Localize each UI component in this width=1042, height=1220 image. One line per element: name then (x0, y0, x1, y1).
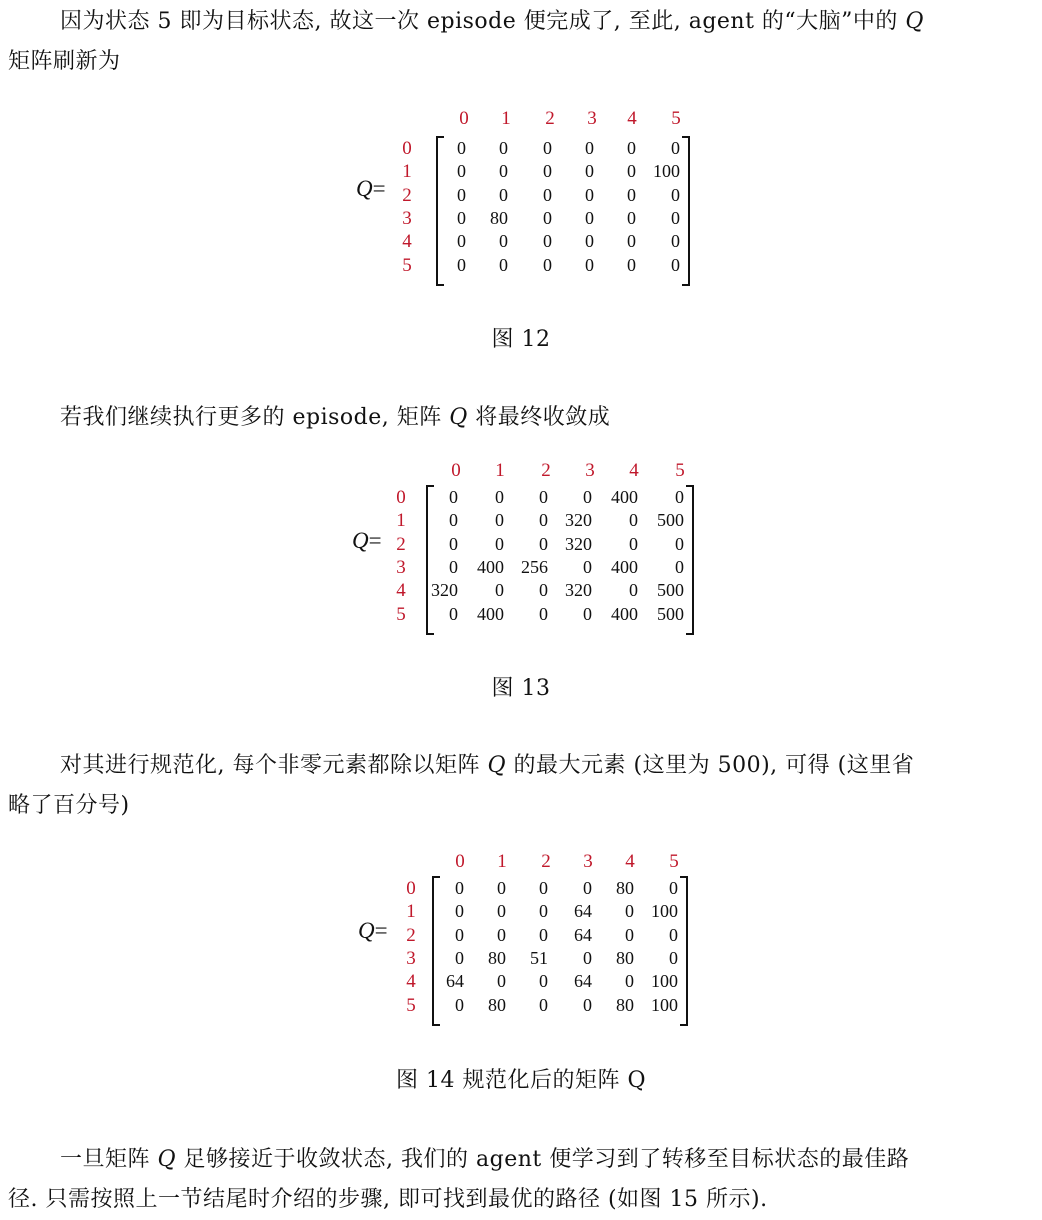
column-header: 3 (583, 851, 593, 872)
matrix-cell: 0 (543, 231, 552, 252)
matrix-label: Q= (356, 176, 386, 201)
row-header: 0 (396, 487, 406, 508)
matrix-cell: 0 (669, 924, 678, 945)
matrix-cell: 0 (585, 231, 594, 252)
column-header: 5 (675, 460, 685, 481)
row-header: 1 (402, 161, 412, 183)
matrix-cell: 0 (583, 556, 592, 577)
matrix-cell: 256 (521, 556, 548, 577)
matrix-cell: 0 (539, 487, 548, 507)
right-bracket (686, 485, 694, 635)
paragraph-1-text-b: 矩阵刷新为 (8, 49, 121, 74)
matrix-cell: 0 (495, 487, 504, 507)
matrix-cell: 0 (583, 603, 592, 624)
matrix-cell: 0 (625, 971, 634, 992)
matrix-cell: 0 (583, 947, 592, 968)
matrix-cell: 0 (497, 878, 506, 898)
matrix-cell: 0 (455, 947, 464, 968)
column-header: 0 (459, 108, 469, 129)
matrix-cell: 0 (497, 901, 506, 922)
matrix-cell: 80 (616, 878, 634, 898)
matrix-cell: 0 (671, 254, 680, 275)
matrix-cell: 0 (627, 231, 636, 252)
matrix-cell: 80 (488, 947, 506, 968)
column-header: 2 (545, 108, 555, 129)
matrix-cell: 0 (675, 487, 684, 507)
matrix-cell: 0 (449, 603, 458, 624)
matrix-cell: 0 (539, 878, 548, 898)
matrix-cell: 0 (499, 161, 508, 182)
matrix-cell: 0 (449, 487, 458, 507)
matrix-cell: 0 (499, 138, 508, 158)
row-header: 1 (396, 510, 406, 532)
matrix-cell: 0 (627, 207, 636, 228)
matrix-cell: 320 (565, 580, 592, 601)
q-symbol: Q (449, 405, 468, 430)
matrix-cell: 0 (457, 161, 466, 182)
paragraph-4-text-b: 足够接近于收敛状态, 我们的 agent 便学习到了转移至目标状态的最佳路 (176, 1147, 910, 1172)
q-symbol: Q (487, 753, 507, 778)
matrix-cell: 400 (611, 487, 638, 507)
matrix-cell: 0 (585, 161, 594, 182)
matrix-cell: 0 (585, 207, 594, 228)
matrix-cell: 0 (457, 184, 466, 205)
matrix-cell: 80 (490, 207, 508, 228)
matrix-cell: 500 (657, 580, 684, 601)
matrix-cell: 100 (651, 901, 678, 922)
paragraph-1-text-a: 因为状态 5 即为目标状态, 故这一次 episode 便完成了, 至此, agent 的“大脑”中的 (60, 9, 906, 34)
matrix-cell: 0 (457, 231, 466, 252)
matrix-cell: 0 (457, 138, 466, 158)
matrix-cell: 0 (627, 138, 636, 158)
matrix-cell: 80 (616, 994, 634, 1015)
figure-12-caption: 图 12 (491, 327, 551, 352)
q-symbol: Q (905, 9, 924, 34)
row-header: 5 (402, 254, 412, 276)
matrix-cell: 400 (611, 556, 638, 577)
row-header: 4 (402, 231, 412, 253)
paragraph-3-text-a: 对其进行规范化, 每个非零元素都除以矩阵 (60, 753, 488, 778)
matrix-cell: 0 (539, 603, 548, 624)
paragraph-3-text-b: 的最大元素 (这里为 500), 可得 (这里省 (506, 753, 915, 778)
matrix-cell: 0 (457, 207, 466, 228)
matrix-cell: 0 (543, 254, 552, 275)
column-header: 5 (669, 851, 679, 872)
matrix-cell: 64 (574, 971, 592, 992)
row-header: 3 (396, 556, 406, 578)
matrix-cell: 0 (495, 580, 504, 601)
matrix-cell: 100 (653, 161, 680, 182)
paragraph-2 (8, 398, 1032, 438)
matrix-cell: 0 (457, 254, 466, 275)
column-header: 3 (587, 108, 597, 129)
paragraph-1 (8, 2, 1032, 82)
row-header: 0 (406, 878, 416, 899)
matrix-cell: 0 (539, 510, 548, 531)
column-header: 4 (629, 460, 639, 481)
row-header: 0 (402, 138, 412, 159)
matrix-cell: 0 (497, 971, 506, 992)
matrix-cell: 0 (583, 487, 592, 507)
matrix-cell: 320 (431, 580, 458, 601)
matrix-cell: 0 (543, 207, 552, 228)
row-header: 2 (406, 924, 416, 946)
right-bracket (680, 876, 688, 1026)
paragraph-3-text-c: 略了百分号) (8, 793, 130, 818)
row-header: 2 (402, 184, 412, 206)
matrix-cell: 0 (539, 533, 548, 554)
column-header: 2 (541, 851, 551, 872)
matrix-cell: 0 (625, 924, 634, 945)
right-bracket (682, 136, 690, 286)
column-header: 4 (627, 108, 637, 129)
paragraph-4 (8, 1140, 1032, 1220)
matrix-label: Q= (358, 918, 388, 943)
row-header: 4 (396, 580, 406, 602)
matrix-cell: 0 (675, 556, 684, 577)
matrix-cell: 0 (499, 254, 508, 275)
matrix-cell: 0 (495, 533, 504, 554)
row-header: 3 (402, 207, 412, 229)
matrix-cell: 0 (495, 510, 504, 531)
left-bracket (436, 136, 444, 286)
matrix-cell: 0 (675, 533, 684, 554)
matrix-cell: 0 (671, 231, 680, 252)
matrix-cell: 64 (574, 924, 592, 945)
row-header: 3 (406, 947, 416, 969)
matrix-cell: 0 (455, 924, 464, 945)
matrix-cell: 0 (455, 901, 464, 922)
matrix-cell: 51 (530, 947, 548, 968)
paragraph-4-text-a: 一旦矩阵 (60, 1147, 158, 1172)
matrix-cell: 320 (565, 510, 592, 531)
matrix-cell: 0 (543, 184, 552, 205)
matrix-cell: 0 (449, 510, 458, 531)
matrix-cell: 0 (539, 994, 548, 1015)
matrix-cell: 64 (446, 971, 464, 992)
column-header: 5 (671, 108, 681, 129)
paragraph-4-text-c: 径. 只需按照上一节结尾时介绍的步骤, 即可找到最优的路径 (如图 15 所示). (8, 1187, 768, 1212)
matrix-cell: 0 (627, 161, 636, 182)
matrix-cell: 0 (671, 138, 680, 158)
matrix-cell: 500 (657, 510, 684, 531)
matrix-cell: 0 (499, 184, 508, 205)
matrix-cell: 0 (499, 231, 508, 252)
matrix-cell: 80 (616, 947, 634, 968)
paragraph-3 (8, 746, 1032, 826)
matrix-cell: 0 (629, 510, 638, 531)
matrix-cell: 0 (629, 580, 638, 601)
paragraph-2-text-a: 若我们继续执行更多的 episode, 矩阵 (60, 405, 450, 430)
column-header: 1 (497, 851, 507, 872)
matrix-cell: 0 (497, 924, 506, 945)
matrix-cell: 0 (627, 254, 636, 275)
row-header: 5 (406, 994, 416, 1016)
matrix-cell: 0 (671, 207, 680, 228)
matrix-cell: 0 (583, 878, 592, 898)
matrix-cell: 500 (657, 603, 684, 624)
figure-13-caption: 图 13 (491, 676, 551, 701)
matrix-cell: 400 (611, 603, 638, 624)
q-symbol: Q (157, 1147, 177, 1172)
matrix-cell: 320 (565, 533, 592, 554)
paragraph-2-text-b: 将最终收敛成 (467, 405, 611, 430)
left-bracket (432, 876, 440, 1026)
matrix-cell: 0 (539, 580, 548, 601)
matrix-label: Q= (352, 528, 382, 553)
matrix-cell: 0 (539, 924, 548, 945)
matrix-cell: 0 (449, 556, 458, 577)
matrix-cell: 0 (669, 878, 678, 898)
matrix-cell: 0 (583, 994, 592, 1015)
matrix-cell: 64 (574, 901, 592, 922)
matrix-cell: 80 (488, 994, 506, 1015)
matrix-cell: 0 (585, 184, 594, 205)
matrix-cell: 0 (585, 138, 594, 158)
column-header: 0 (451, 460, 461, 481)
matrix-cell: 100 (651, 971, 678, 992)
row-header: 4 (406, 971, 416, 993)
matrix-cell: 0 (543, 138, 552, 158)
matrix-cell: 0 (627, 184, 636, 205)
matrix-cell: 400 (477, 603, 504, 624)
matrix-cell: 0 (669, 947, 678, 968)
matrix-cell: 0 (455, 994, 464, 1015)
matrix-cell: 0 (449, 533, 458, 554)
matrix-cell: 0 (585, 254, 594, 275)
matrix-cell: 0 (543, 161, 552, 182)
matrix-cell: 0 (539, 901, 548, 922)
left-bracket (426, 485, 434, 635)
matrix-cell: 0 (629, 533, 638, 554)
column-header: 1 (495, 460, 505, 481)
matrix-cell: 0 (539, 971, 548, 992)
matrix-cell: 0 (671, 184, 680, 205)
column-header: 1 (501, 108, 511, 129)
column-header: 0 (455, 851, 465, 872)
column-header: 2 (541, 460, 551, 481)
matrix-cell: 400 (477, 556, 504, 577)
matrix-cell: 0 (625, 901, 634, 922)
row-header: 1 (406, 901, 416, 923)
column-header: 4 (625, 851, 635, 872)
figure-14-caption: 图 14 规范化后的矩阵 Q (395, 1068, 646, 1093)
matrix-cell: 0 (455, 878, 464, 898)
column-header: 3 (585, 460, 595, 481)
matrix-cell: 100 (651, 994, 678, 1015)
row-header: 2 (396, 533, 406, 555)
row-header: 5 (396, 603, 406, 625)
